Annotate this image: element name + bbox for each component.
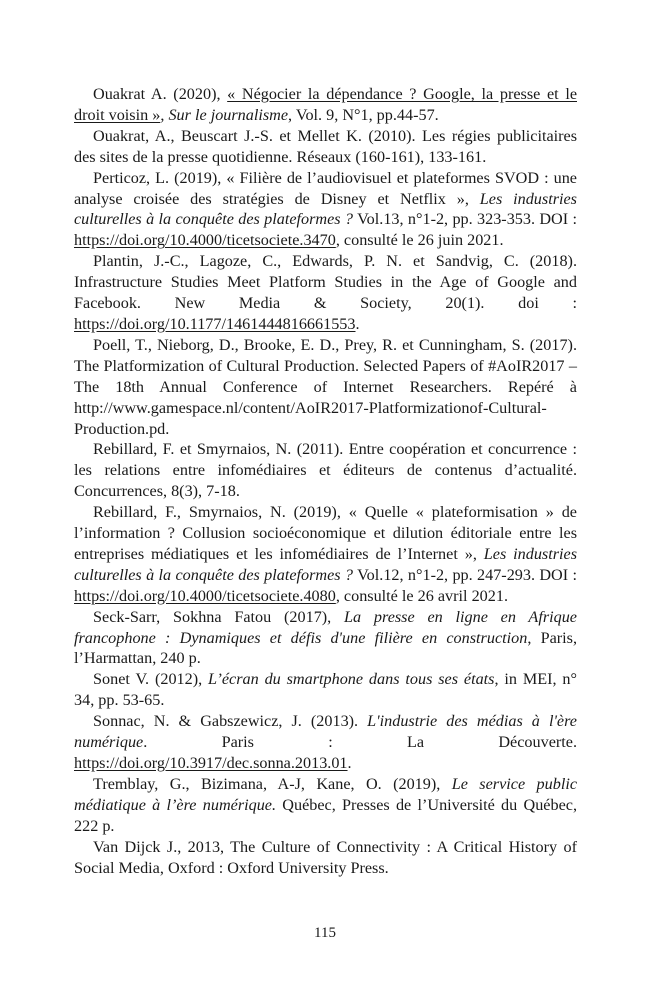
reference-text: . <box>355 314 360 333</box>
reference-text: , Paris, l’Harmattan, 240 p. <box>74 628 577 668</box>
reference-text: Tremblay, G., Bizimana, A-J, Kane, O. (2019), <box>93 774 452 793</box>
reference-text: Ouakrat A. (2020), <box>93 85 228 103</box>
reference-entry <box>74 669 577 711</box>
reference-text: Sonnac, N. & Gabszewicz, J. (2013). <box>93 712 368 731</box>
reference-entry <box>74 335 577 440</box>
reference-text: . <box>347 754 352 772</box>
reference-title-italic: Les industries culturelles à la conquête des plateformes ? <box>74 189 577 229</box>
reference-text: Plantin, J.-C., Lagoze, C., Edwards, P. N. et Sandvig, C. (2018). Infrastructure Studies Meet Platform Studies in the Age of Google and Facebook. New Media & Society, 20(1). doi : <box>74 252 577 313</box>
reference-entry <box>74 774 577 837</box>
reference-text: Québec, Presses de l’Université du Québec, 222 p. <box>74 795 577 835</box>
reference-text: Rebillard, F. et Smyrnaios, N. (2011). Entre coopération et concurrence : les relations entre infomédiaires et éditeurs de contenus d’actualité. Concurrences, 8(3), 7-18. <box>74 440 577 501</box>
reference-text: Rebillard, F., Smyrnaios, N. (2019), « Quelle « plateformisation » de l’information ? Collusion socioéconomique et dilution éditoriale entre les entreprises médiatiques et les infomédiaires de l’Internet », <box>74 503 577 563</box>
reference-text: , Vol. 9, N°1, pp.44-57. <box>288 105 439 124</box>
reference-entry <box>74 84 577 126</box>
reference-title-italic: La presse en ligne en Afrique francophone : Dynamiques et défis d'une filière en construction <box>74 607 577 647</box>
reference-entry <box>74 439 577 502</box>
reference-title-italic: Sur le journalisme <box>168 105 289 124</box>
reference-text: Ouakrat, A., Beuscart J.-S. et Mellet K. (2010). Les régies publicitaires des sites de la presse quotidienne. Réseaux (160-161), 133-161. <box>74 126 577 166</box>
reference-text: Seck-Sarr, Sokhna Fatou (2017), <box>93 607 345 626</box>
reference-title-italic: Les industries culturelles à la conquête des plateformes ? <box>74 544 577 584</box>
reference-entry <box>74 607 577 670</box>
reference-text: Vol.13, n°1-2, pp. 323-353. DOI : <box>353 210 577 229</box>
reference-link[interactable]: https://doi.org/10.4000/ticetsociete.4080 <box>74 586 336 605</box>
reference-text: Vol.12, n°1-2, pp. 247-293. DOI : <box>353 565 577 584</box>
reference-text: , consulté le 26 avril 2021. <box>335 586 509 605</box>
reference-link[interactable]: https://doi.org/10.1177/1461444816661553 <box>74 314 356 333</box>
reference-entry <box>74 126 577 168</box>
reference-title-italic: Le service public médiatique à l’ère numérique. <box>74 774 578 814</box>
reference-entry <box>74 711 577 774</box>
reference-title-italic: L'industrie des médias à l'ère numérique <box>74 712 577 752</box>
reference-text: Poell, T., Nieborg, D., Brooke, E. D., Prey, R. et Cunningham, S. (2017). The Platformization of Cultural Production. Selected Papers of #AoIR2017 – The 18th Annual Conference of Internet Researchers. Repéré à http://www.gamespace.nl/content/AoIR2017-Platformizationof-Cultural-Production.pd. <box>74 335 577 438</box>
page-number: 115 <box>314 925 336 941</box>
reference-entry <box>74 251 577 335</box>
reference-list <box>74 84 577 878</box>
reference-entry <box>74 837 577 879</box>
reference-text: . Paris : La Découverte. <box>143 733 577 752</box>
reference-text: , consulté le 26 juin 2021. <box>335 231 504 250</box>
reference-text: Sonet V. (2012), <box>93 670 209 689</box>
reference-entry <box>74 502 577 607</box>
reference-text: Van Dijck J., 2013, The Culture of Connectivity : A Critical History of Social Media, Oxford : Oxford University Press. <box>74 837 577 877</box>
reference-link[interactable]: https://doi.org/10.3917/dec.sonna.2013.01 <box>74 754 348 772</box>
reference-entry <box>74 168 577 252</box>
reference-title-italic: L’écran du smartphone dans tous ses états <box>208 670 495 689</box>
reference-link[interactable]: https://doi.org/10.4000/ticetsociete.3470 <box>74 231 336 250</box>
reference-link[interactable]: « Négocier la dépendance ? Google, la presse et le droit voisin » <box>74 85 577 124</box>
reference-text: , <box>160 105 169 124</box>
reference-text: Perticoz, L. (2019), « Filière de l’audiovisuel et plateformes SVOD : une analyse croisée des stratégies de Disney et Netflix », <box>74 168 577 208</box>
reference-text: , in MEI, n° 34, pp. 53-65. <box>74 670 577 710</box>
